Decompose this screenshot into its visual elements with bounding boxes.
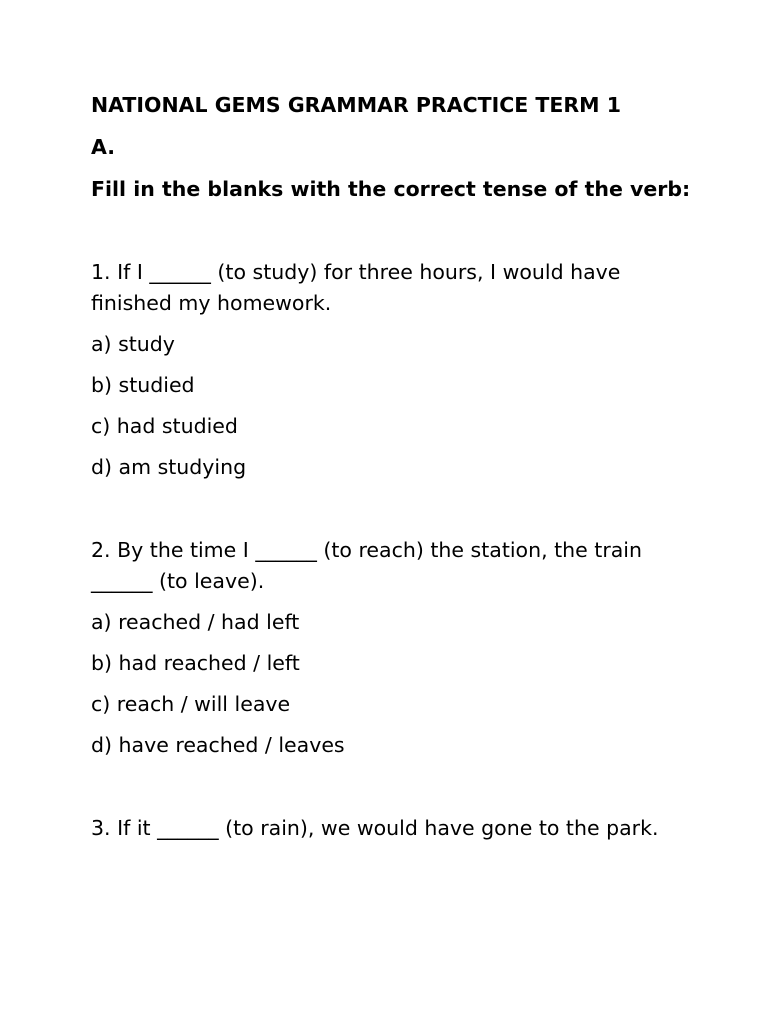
question-2-option-c: c) reach / will leave <box>91 692 291 716</box>
question-1-option-b: b) studied <box>91 373 195 397</box>
instruction-text: Fill in the blanks with the correct tense of the verb: <box>91 177 691 201</box>
section-label: A. <box>91 135 116 159</box>
question-3-text: 3. If it ______ (to rain), we would have gone to the park. <box>91 816 659 840</box>
question-1 <box>91 257 691 483</box>
question-1-option-d: d) am studying <box>91 455 247 479</box>
question-2-text: 2. By the time I ______ (to reach) the station, the train ______ (to leave). <box>91 538 642 593</box>
question-1-option-a: a) study <box>91 332 175 356</box>
question-3 <box>91 813 691 844</box>
question-1-option-c: c) had studied <box>91 414 238 438</box>
worksheet-title: NATIONAL GEMS GRAMMAR PRACTICE TERM 1 <box>91 93 621 117</box>
question-2-option-d: d) have reached / leaves <box>91 733 345 757</box>
question-2-option-b: b) had reached / left <box>91 651 300 675</box>
question-2 <box>91 535 691 761</box>
worksheet-page <box>91 90 691 854</box>
question-2-option-a: a) reached / had left <box>91 610 300 634</box>
question-1-text: 1. If I ______ (to study) for three hours, I would have finished my homework. <box>91 260 621 315</box>
